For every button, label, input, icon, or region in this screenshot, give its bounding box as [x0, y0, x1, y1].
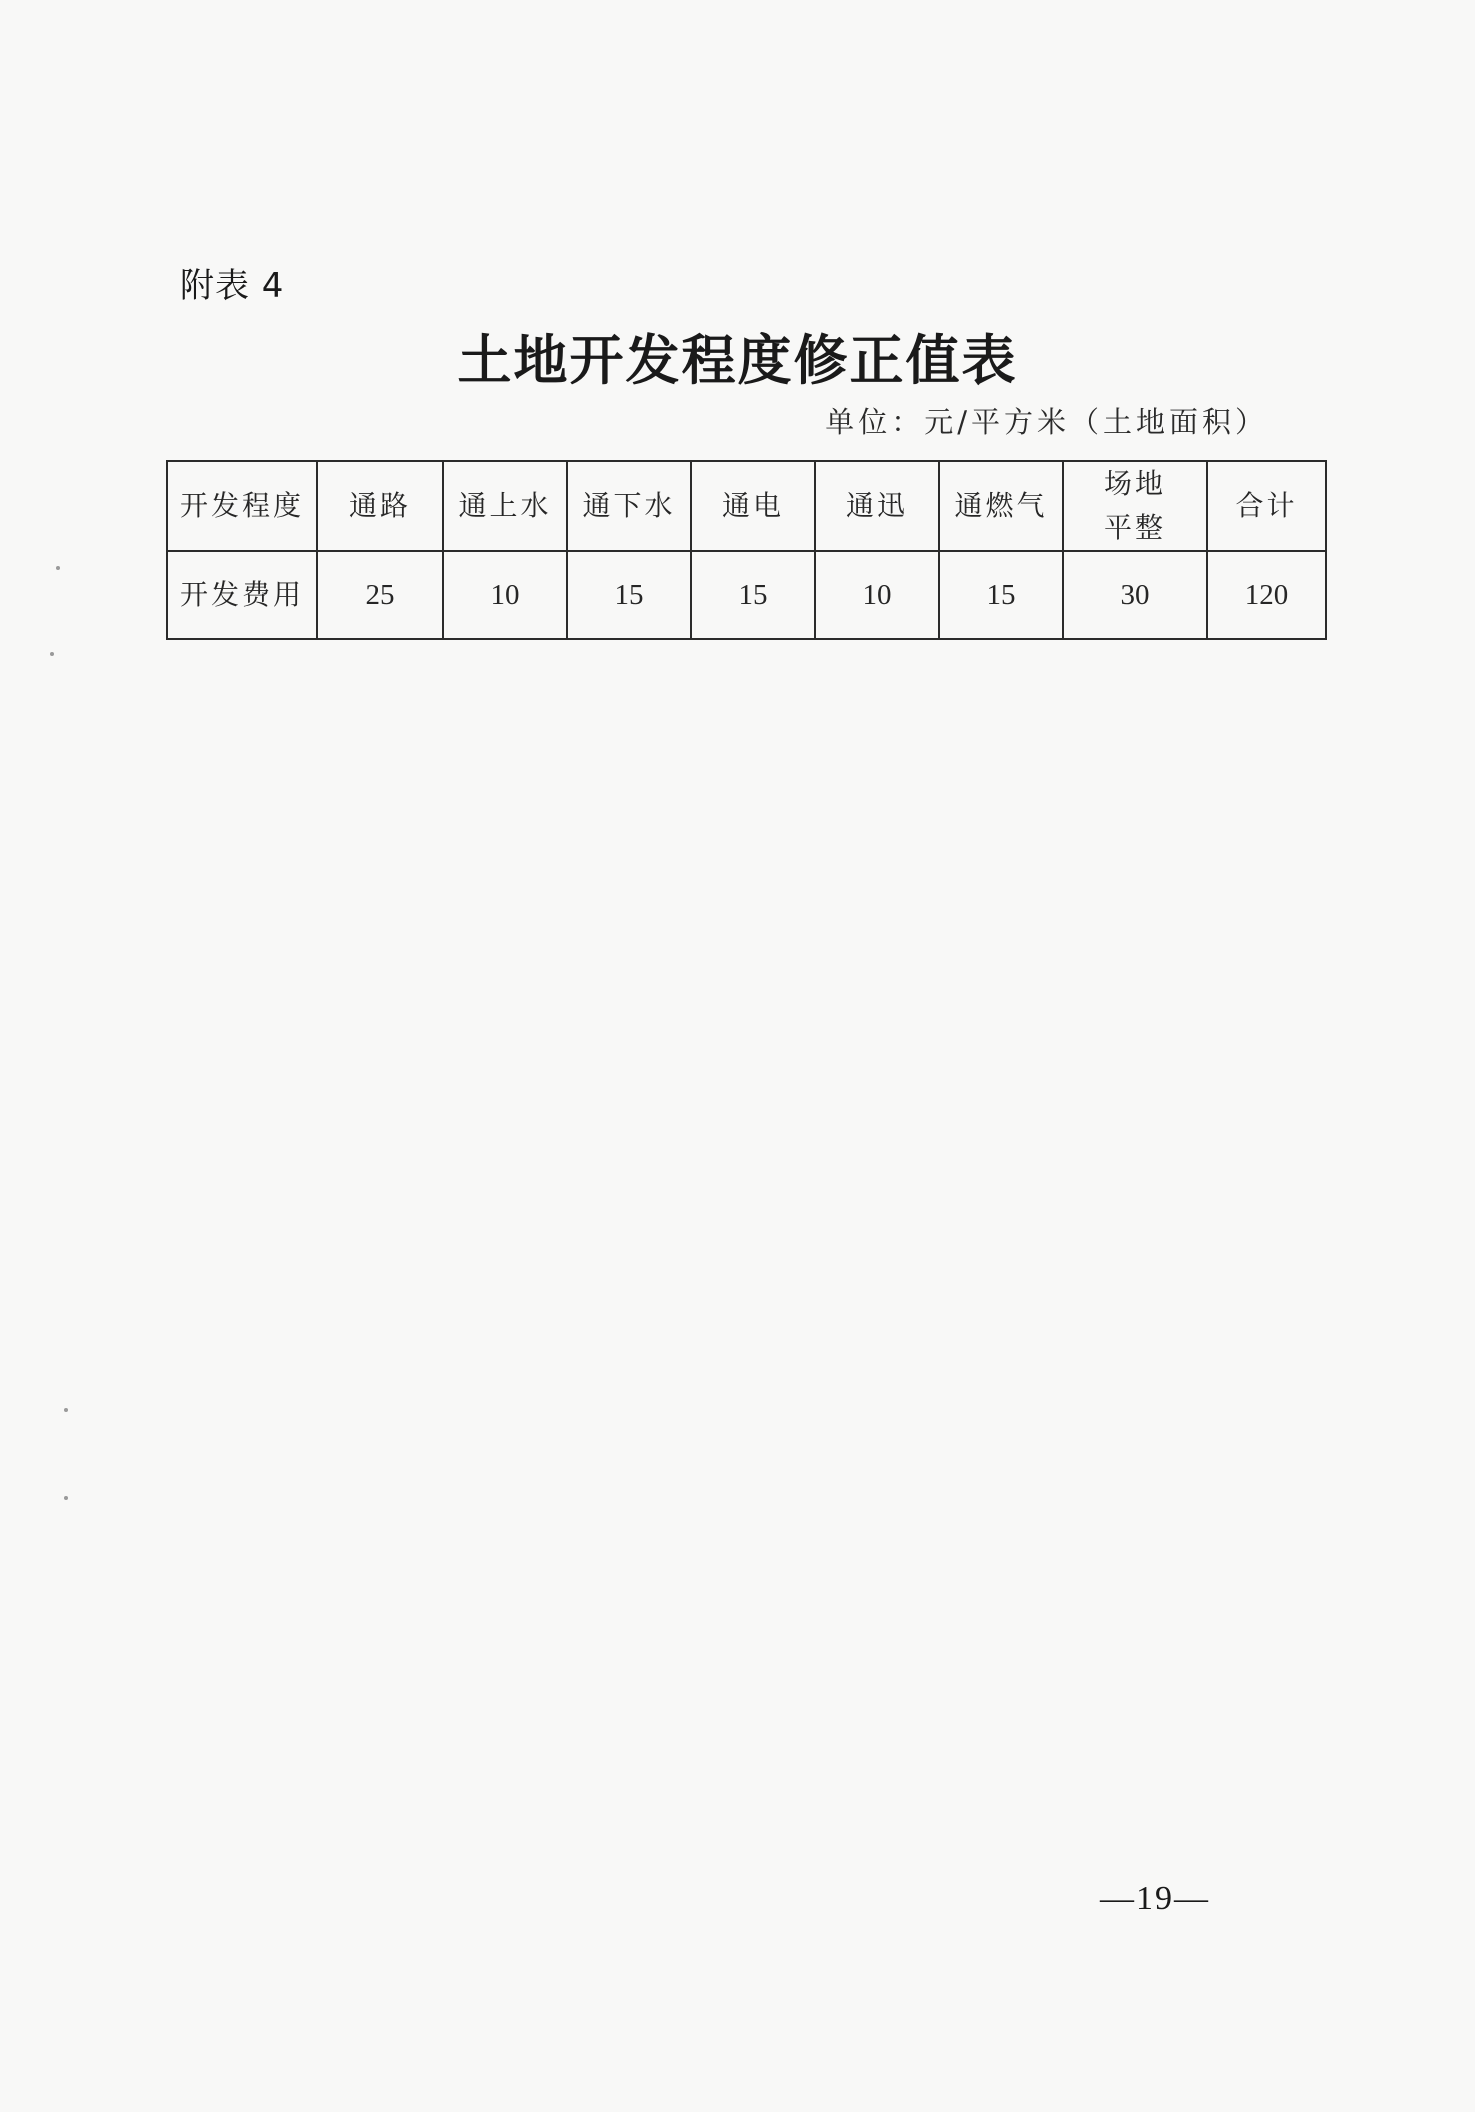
appendix-label: 附表 4: [180, 266, 285, 306]
cell-telecom: 10: [815, 551, 939, 639]
column-header-drainage: 通下水: [567, 461, 691, 551]
scan-speck: [64, 1496, 68, 1500]
column-header-road: 通路: [317, 461, 443, 551]
row-label-development-degree: 开发程度: [167, 461, 317, 551]
row-label-development-cost: 开发费用: [167, 551, 317, 639]
column-header-electricity: 通电: [691, 461, 815, 551]
cell-site-leveling: 30: [1063, 551, 1207, 639]
scan-speck: [64, 1408, 68, 1412]
cell-electricity: 15: [691, 551, 815, 639]
correction-table: [166, 460, 1327, 640]
cell-drainage: 15: [567, 551, 691, 639]
column-header-total: 合计: [1207, 461, 1326, 551]
cell-gas: 15: [939, 551, 1063, 639]
scan-speck: [56, 566, 60, 570]
page-number: —19—: [1100, 1880, 1210, 1917]
column-header-telecom: 通迅: [815, 461, 939, 551]
cell-road: 25: [317, 551, 443, 639]
scan-speck: [50, 652, 54, 656]
site-leveling-text: 场地平整: [1103, 467, 1166, 544]
cell-water-supply: 10: [443, 551, 567, 639]
column-header-water-supply: 通上水: [443, 461, 567, 551]
unit-note: 单位：元/平方米（土地面积）: [825, 405, 1268, 439]
page-title: 土地开发程度修正值表: [457, 328, 1018, 392]
table-header-row: [167, 461, 1326, 551]
column-header-site-leveling: [1063, 461, 1207, 551]
cell-total: 120: [1207, 551, 1326, 639]
table-row: [167, 551, 1326, 639]
column-header-gas: 通燃气: [939, 461, 1063, 551]
